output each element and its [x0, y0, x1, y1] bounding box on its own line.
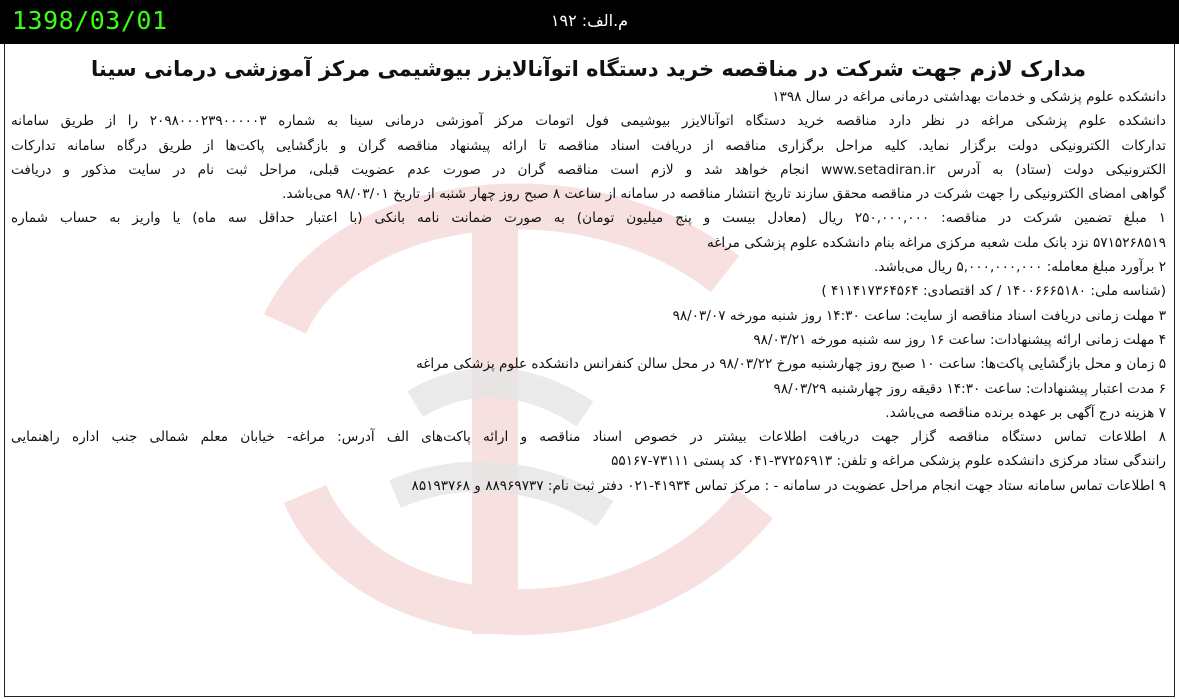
item-9-line: ۹ اطلاعات تماس سامانه ستاد جهت انجام مراحل عضویت در سامانه - : مرکز تماس ۴۱۹۳۴-۰۲۱ دفتر ثبت نام: ۸۸۹۶۹۷۳۷ و ۸۵۱۹۳۷۶۸ [411, 477, 1166, 494]
announcement-title: مدارک لازم جهت شرکت در مناقصه خرید دستگاه اتوآنالایزر بیوشیمی مرکز آموزشی درمانی سینا [90, 57, 1086, 81]
item-3-line: ۳ مهلت زمانی دریافت اسناد مناقصه از سایت: ساعت ۱۴:۳۰ روز شنبه مورخه ۹۸/۰۳/۰۷ [672, 307, 1166, 324]
item-5-line: ۵ زمان و محل بازگشایی پاکت‌ها: ساعت ۱۰ صبح روز چهارشنبه مورخ ۹۸/۰۳/۲۲ در محل سالن کنفرانس دانشکده علوم پزشکی مراغه [415, 356, 1166, 373]
item-2-line: ۲ برآورد مبلغ معامله: ۵,۰۰۰,۰۰۰,۰۰۰ ریال می‌باشد. [874, 259, 1166, 276]
publish-date: 1398/03/01 [12, 6, 168, 35]
item-1-line: ۱ مبلغ تضمین شرکت در مناقصه: ۲۵۰,۰۰۰,۰۰۰ ریال (معادل بیست و پنج میلیون تومان) به صورت ضمانت نامه بانکی (با اعتبار حداقل سه ماه) یا واریز به حساب شماره [11, 210, 1166, 227]
item-7-line: ۷ هزینه درج آگهی بر عهده برنده مناقصه می‌باشد. [885, 404, 1166, 421]
item-8-line-cont: رانندگی ستاد مرکزی دانشکده علوم پزشکی مراغه و تلفن: ۳۷۲۵۶۹۱۳-۰۴۱ کد پستی ۷۳۱۱۱-۵۵۱۶۷ [611, 453, 1166, 470]
item-1-line-cont: ۵۷۱۵۲۶۸۵۱۹ نزد بانک ملت شعبه مرکزی مراغه بنام دانشکده علوم پزشکی مراغه [706, 234, 1166, 251]
item-6-line: ۶ مدت اعتبار پیشنهادات: ساعت ۱۴:۳۰ دقیقه روز چهارشنبه ۹۸/۰۳/۲۹ [773, 380, 1166, 397]
body-line: الکترونیکی دولت (ستاد) به آدرس www.setadiran.ir انجام خواهد شد و لازم است مناقصه گران در صورت عدم عضویت قبلی، مراحل ثبت نام در سایت مذکور و دریافت [11, 161, 1166, 178]
header-bar [0, 0, 1179, 44]
announcement-frame [4, 44, 1175, 697]
item-4-line: ۴ مهلت زمانی ارائه پیشنهادات: ساعت ۱۶ روز سه شنبه مورخه ۹۸/۰۳/۲۱ [753, 331, 1166, 348]
body-line: دانشکده علوم پزشکی مراغه در نظر دارد مناقصه خرید دستگاه اتوآنالایزر بیوشیمی فول اتومات مرکز آموزشی درمانی سینا به شماره ۲۰۹۸۰۰۰۲۳۹۰۰۰۰۰۳ را از طریق سامانه [11, 113, 1166, 130]
national-id-line: (شناسه ملی: ۱۴۰۰۶۶۶۵۱۸۰ / کد اقتصادی: ۴۱۱۴۱۷۳۶۴۵۶۴ ) [821, 283, 1166, 300]
reference-number: م.الف: ۱۹۲ [550, 11, 629, 30]
body-line: گواهی امضای الکترونیکی را جهت شرکت در مناقصه محقق سازند تاریخ انتشار مناقصه در سامانه از ساعت ۸ صبح روز چهار شنبه از تاریخ ۹۸/۰۳/۰۱ می‌باشد. [282, 186, 1166, 203]
item-8-line: ۸ اطلاعات تماس دستگاه مناقصه گزار جهت دریافت اطلاعات بیشتر در خصوص اسناد مناقصه و ارائه پاکت‌های الف آدرس: مراغه- خیابان معلم شمالی جنب اداره راهنمایی [11, 429, 1166, 446]
intro-line: دانشکده علوم پزشکی و خدمات بهداشتی درمانی مراغه در سال ۱۳۹۸ [772, 89, 1166, 105]
announcement-body [5, 54, 1174, 498]
body-line: تدارکات الکترونیکی دولت برگزار نماید. کلیه مراحل برگزاری مناقصه از دریافت اسناد مناقصه تا ارائه پیشنهاد مناقصه گران و بازگشایی پاکت‌ها از طریق درگاه سامانه تدارکات [11, 137, 1166, 154]
